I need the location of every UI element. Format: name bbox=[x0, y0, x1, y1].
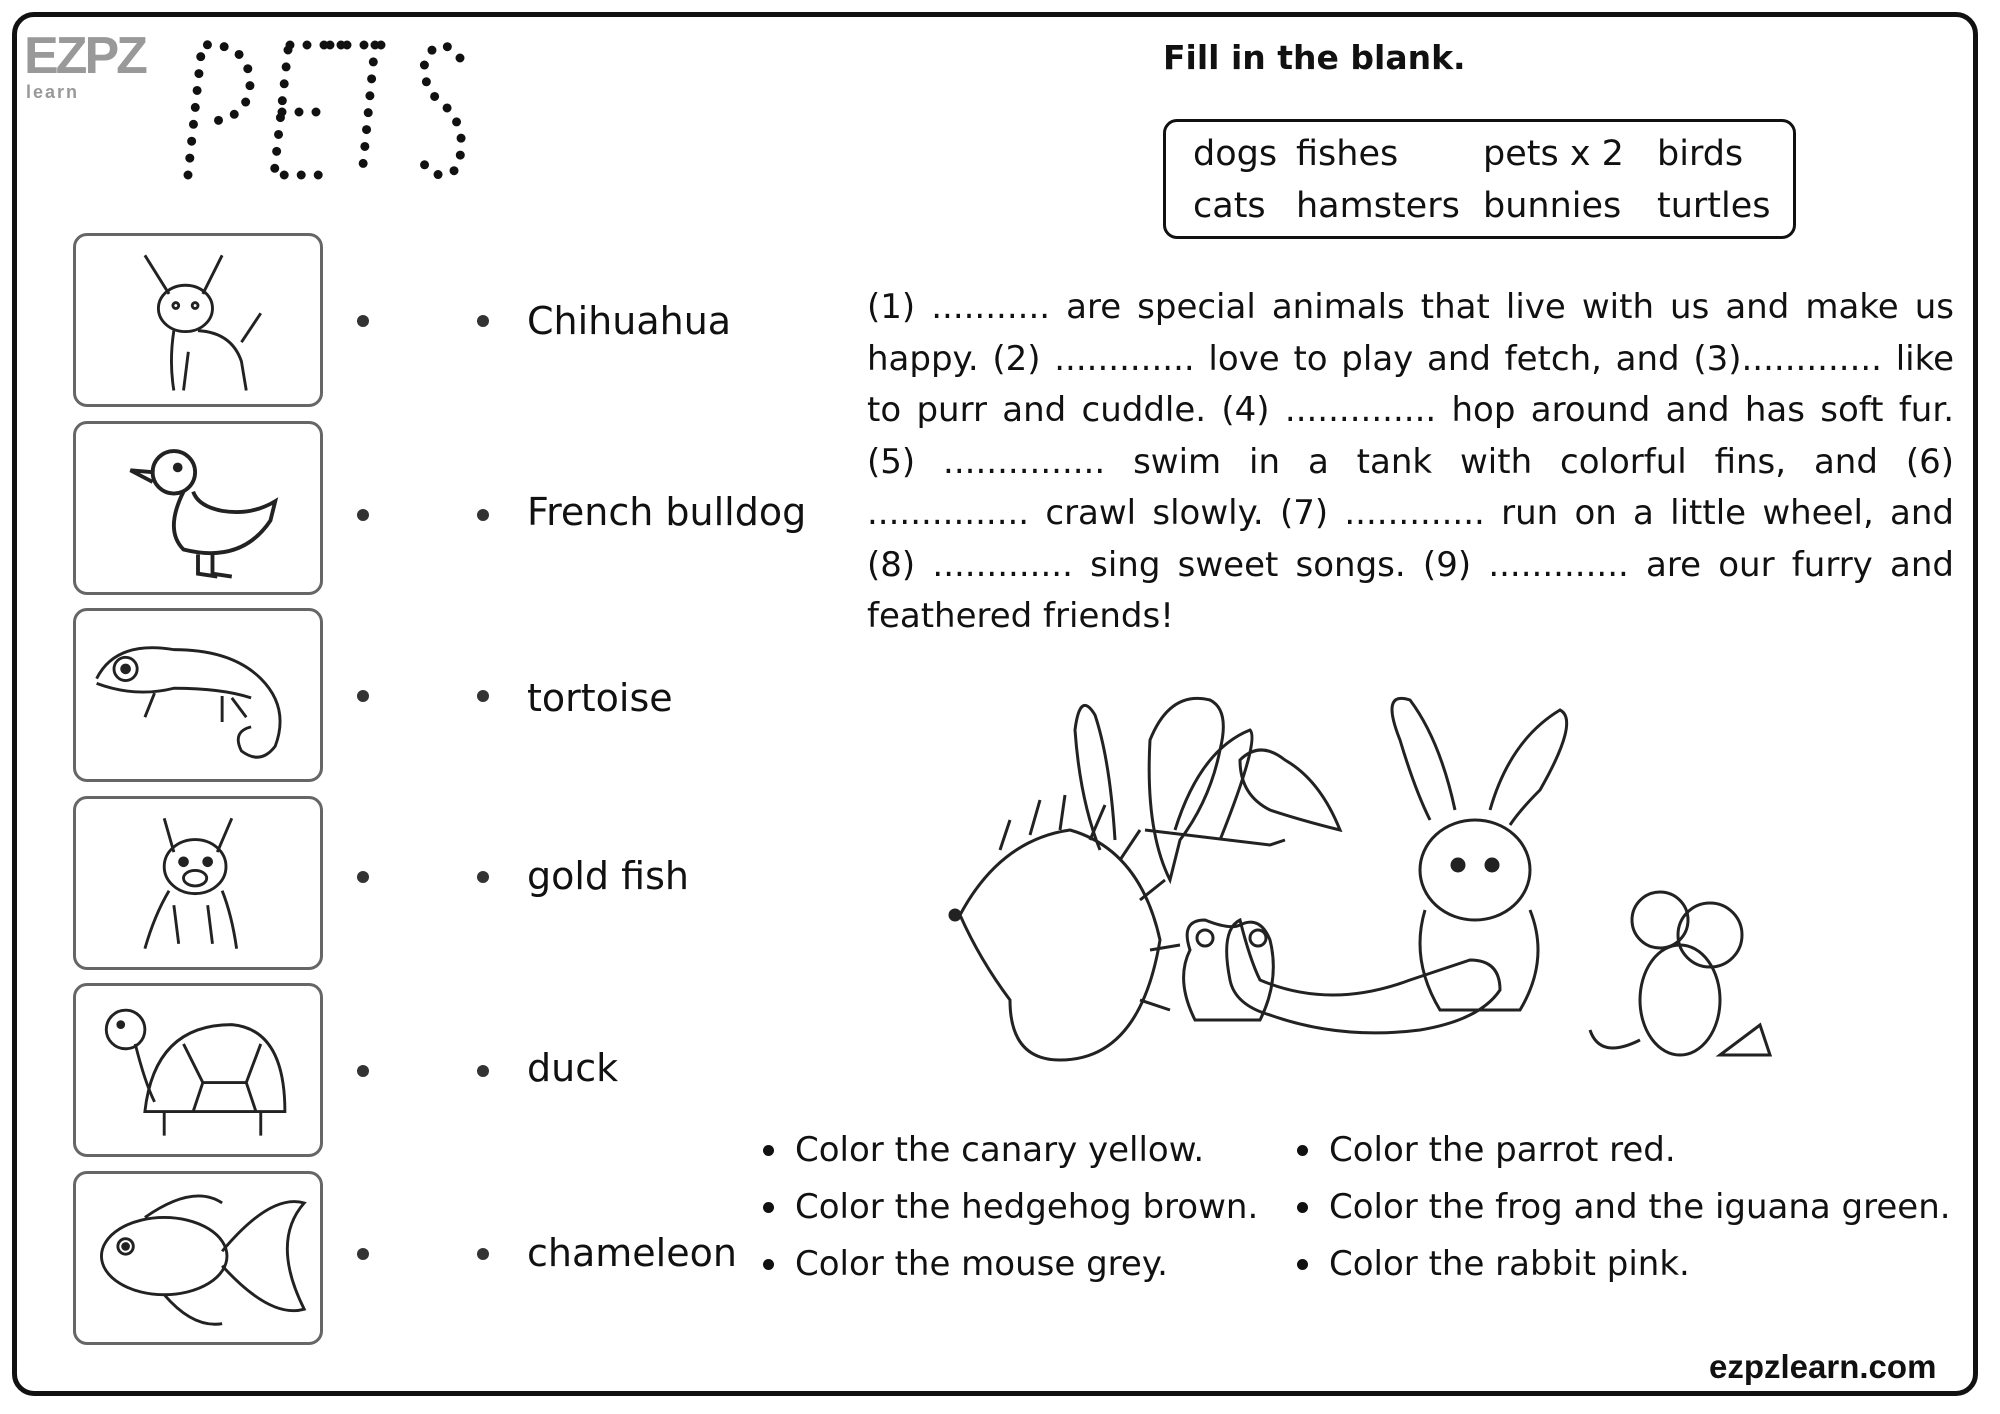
match-label: chameleon bbox=[527, 1231, 737, 1275]
picture-french-bulldog bbox=[73, 796, 323, 970]
dotted-title-pets bbox=[170, 30, 570, 190]
match-dot-picture[interactable] bbox=[357, 315, 369, 327]
fill-in-blank-paragraph: (1) ........... are special animals that live with us and make us happy. (2) ............. love to play and fetch, and (3)............. like to purr and cuddle. (4) .............. hop around and has soft fur. (5) ............... swim in a tank with colorful fins, and (6) ............... crawl slowly. (7) ............. run on a little wheel, and (8) ............. sing sweet songs. (9) ............. are our furry and feathered friends! bbox=[867, 287, 1954, 636]
match-dot-label[interactable] bbox=[477, 1248, 489, 1260]
picture-chameleon bbox=[73, 608, 323, 782]
word-bank bbox=[1163, 119, 1796, 239]
ezpz-logo: EZPZ learn bbox=[24, 27, 145, 102]
parrot-drawing bbox=[1149, 698, 1223, 880]
match-dot-picture[interactable] bbox=[357, 1065, 369, 1077]
word-bank-item: birds bbox=[1657, 134, 1744, 174]
picture-chihuahua bbox=[73, 233, 323, 407]
picture-gold-fish bbox=[73, 1171, 323, 1345]
mouse-drawing bbox=[1640, 945, 1720, 1055]
picture-tortoise bbox=[73, 983, 323, 1157]
match-label: tortoise bbox=[527, 676, 673, 720]
rabbit-drawing bbox=[1075, 705, 1252, 850]
coloring-instruction: Color the frog and the iguana green. bbox=[1329, 1187, 1951, 1227]
fill-in-blank-heading: Fill in the blank. bbox=[1163, 38, 1466, 77]
match-dot-picture[interactable] bbox=[357, 690, 369, 702]
picture-duck bbox=[73, 421, 323, 595]
word-bank-item: bunnies bbox=[1483, 186, 1622, 226]
match-label: gold fish bbox=[527, 854, 689, 898]
match-label: French bulldog bbox=[527, 490, 807, 534]
word-bank-item: cats bbox=[1193, 186, 1266, 226]
coloring-instruction: Color the rabbit pink. bbox=[1329, 1244, 1690, 1284]
cheese-drawing bbox=[1720, 1025, 1770, 1055]
match-label: duck bbox=[527, 1046, 619, 1090]
coloring-instruction: Color the parrot red. bbox=[1329, 1130, 1676, 1170]
canary-drawing bbox=[1240, 750, 1340, 830]
match-dot-picture[interactable] bbox=[357, 871, 369, 883]
word-bank-item: hamsters bbox=[1296, 186, 1460, 226]
match-dot-picture[interactable] bbox=[357, 509, 369, 521]
word-bank-item: dogs bbox=[1193, 134, 1278, 174]
coloring-instruction: Color the canary yellow. bbox=[795, 1130, 1205, 1170]
word-bank-item: turtles bbox=[1657, 186, 1771, 226]
match-dot-picture[interactable] bbox=[357, 1248, 369, 1260]
match-dot-label[interactable] bbox=[477, 690, 489, 702]
word-bank-item: pets x 2 bbox=[1483, 134, 1624, 174]
match-dot-label[interactable] bbox=[477, 871, 489, 883]
footer-website: ezpzlearn.com bbox=[1709, 1348, 1937, 1385]
pets-coloring-illustration bbox=[940, 680, 1870, 1100]
match-dot-label[interactable] bbox=[477, 1065, 489, 1077]
match-dot-label[interactable] bbox=[477, 315, 489, 327]
coloring-instruction: Color the mouse grey. bbox=[795, 1244, 1168, 1284]
hedgehog-drawing bbox=[960, 830, 1160, 1060]
coloring-instruction: Color the hedgehog brown. bbox=[795, 1187, 1259, 1227]
match-dot-label[interactable] bbox=[477, 509, 489, 521]
match-label: Chihuahua bbox=[527, 299, 732, 343]
word-bank-item: fishes bbox=[1296, 134, 1399, 174]
